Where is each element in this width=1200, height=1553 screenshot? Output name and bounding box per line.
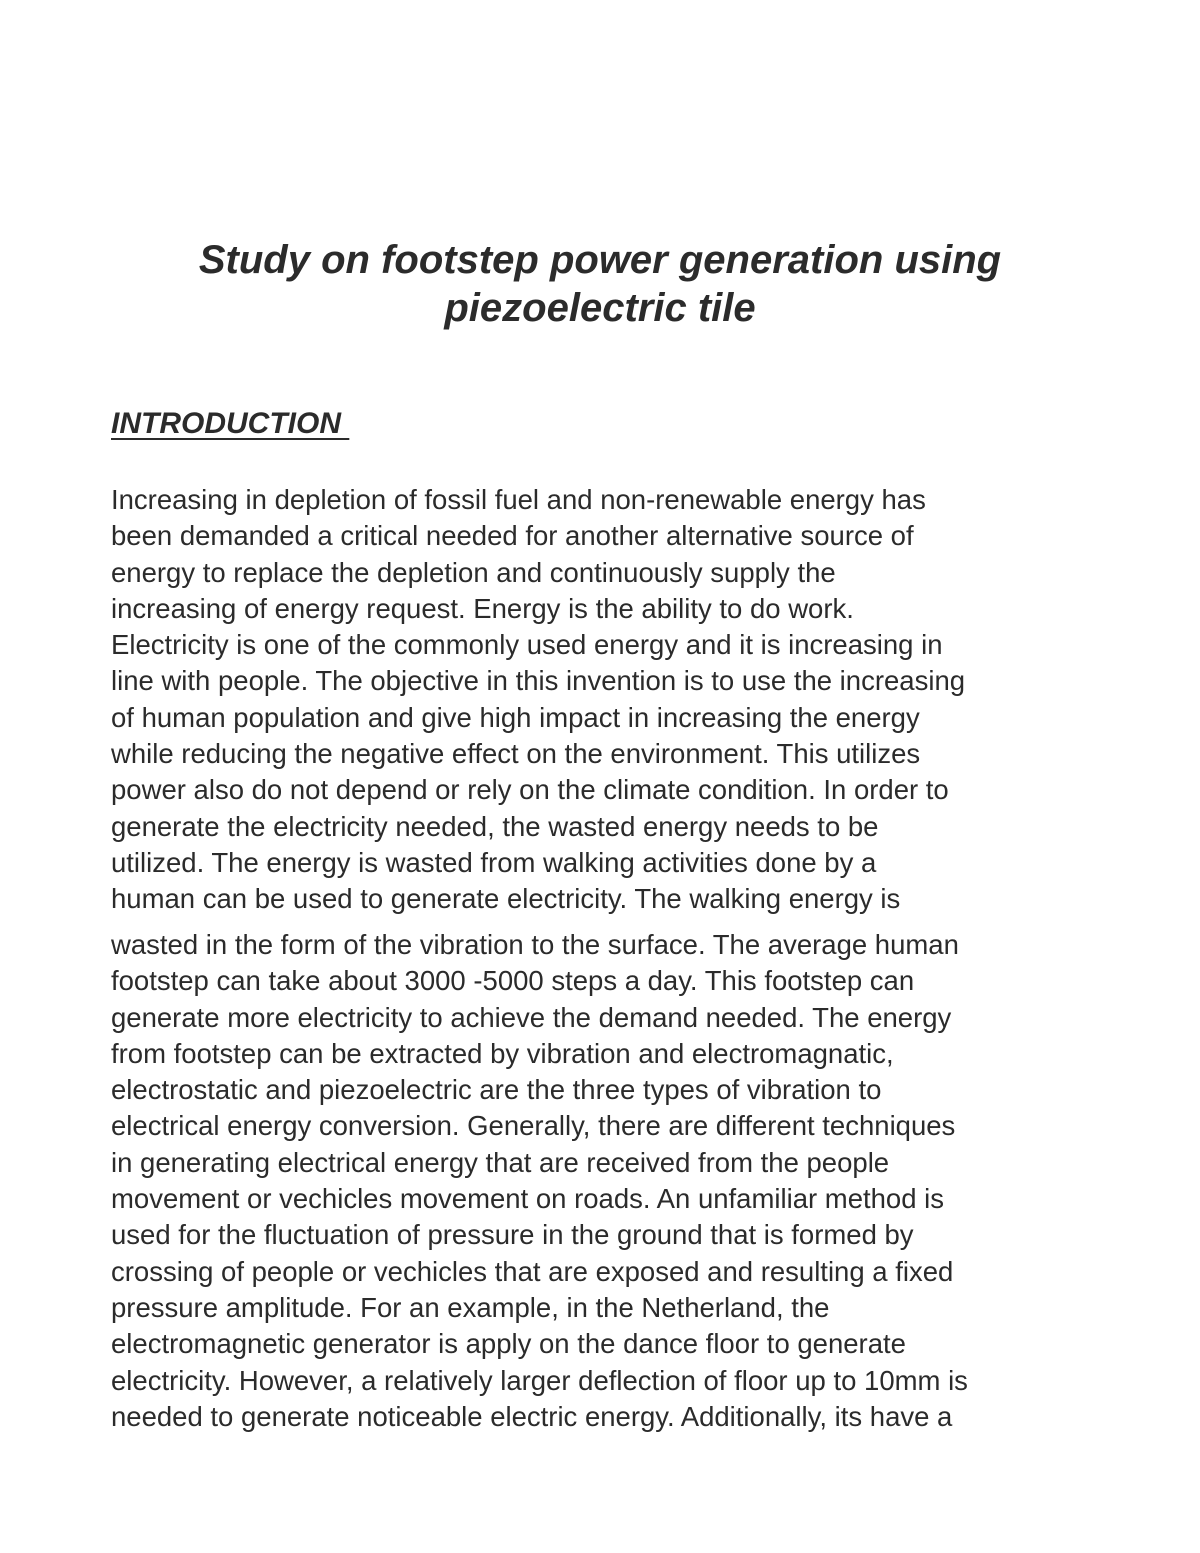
section-heading-introduction: INTRODUCTION [111, 407, 350, 440]
text-line: in generating electrical energy that are received from the people [111, 1146, 890, 1178]
text-line: line with people. The objective in this invention is to use the increasing [111, 665, 966, 697]
text-line: electrical energy conversion. Generally, there are different techniques [111, 1110, 956, 1142]
text-line: Increasing in depletion of fossil fuel and non-renewable energy has [111, 484, 926, 515]
text-line: electromagnetic generator is apply on the dance floor to generate [111, 1328, 906, 1360]
text-line: movement or vechicles movement on roads. An unfamiliar method is [111, 1183, 945, 1215]
text-line: electricity. However, a relatively larger deflection of floor up to 10mm is [111, 1364, 968, 1396]
paragraph-block-1 [111, 482, 1111, 918]
text-line: electrostatic and piezoelectric are the three types of vibration to [111, 1074, 882, 1106]
text-line: generate more electricity to achieve the demand needed. The energy [111, 1001, 952, 1033]
text-line: Electricity is one of the commonly used energy and it is increasing in [111, 629, 943, 661]
text-line: wasted in the form of the vibration to the surface. The average human [111, 929, 959, 960]
text-line: of human population and give high impact in increasing the energy [111, 701, 920, 733]
text-line: been demanded a critical needed for another alternative source of [111, 520, 914, 552]
text-line: power also do not depend or rely on the climate condition. In order to [111, 774, 949, 806]
text-line: used for the fluctuation of pressure in the ground that is formed by [111, 1219, 914, 1251]
text-line: while reducing the negative effect on the environment. This utilizes [111, 738, 921, 770]
text-line: crossing of people or vechicles that are exposed and resulting a fixed [111, 1255, 954, 1287]
text-line: utilized. The energy is wasted from walking activities done by a [111, 846, 877, 878]
title-line: Study on footstep power generation using [198, 238, 1002, 282]
text-line: pressure amplitude. For an example, in the Netherland, the [111, 1291, 830, 1323]
text-line: increasing of energy request. Energy is the ability to do work. [111, 592, 854, 624]
text-line: needed to generate noticeable electric energy. Additionally, its have a [111, 1400, 953, 1432]
title-line: piezoelectric tile [444, 286, 756, 330]
text-line: human can be used to generate electricity. The walking energy is [111, 883, 901, 915]
paragraph-block-2 [111, 927, 1111, 1435]
text-line: from footstep can be extracted by vibration and electromagnatic, [111, 1037, 894, 1069]
text-line: footstep can take about 3000 -5000 steps a day. This footstep can [111, 965, 915, 997]
document-title [0, 236, 1200, 332]
text-line: energy to replace the depletion and continuously supply the [111, 556, 836, 588]
text-line: generate the electricity needed, the wasted energy needs to be [111, 810, 879, 842]
